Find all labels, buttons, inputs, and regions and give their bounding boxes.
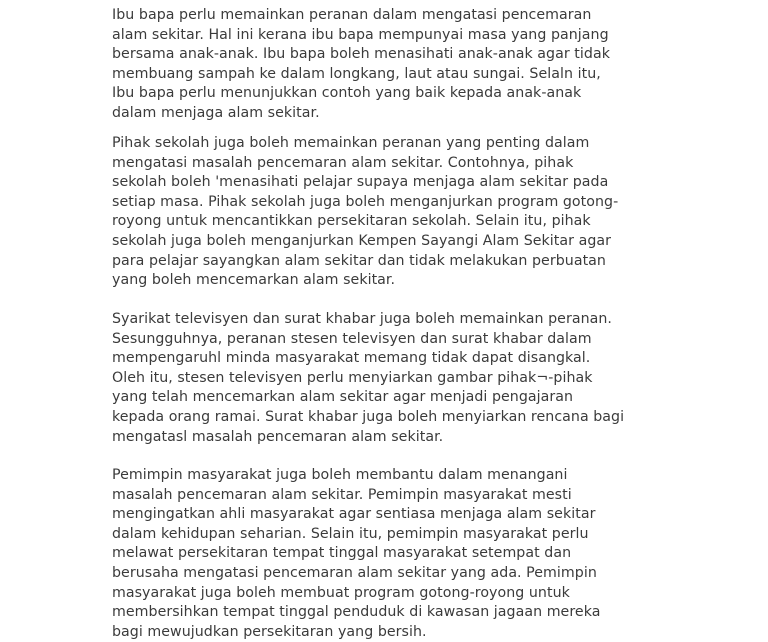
paragraph-pihak-sekolah: Pihak sekolah juga boleh memainkan peranan yang penting dalam mengatasi masalah pencemaran alam sekitar. Contohnya, pihak sekolah boleh 'menasihati pelajar supaya menjaga alam sekitar pada setiap masa. Pihak sekolah juga boleh menganjurkan program gotong- royong untuk mencantikkan persekitaran sekolah. Selain itu, pihak sekolah juga boleh menganjurkan Kempen Sayangi Alam Sekitar agar para pelajar sayangkan alam sekitar dan tidak melakukan perbuatan yang boleh mencemarkan alam sekitar. (112, 135, 619, 289)
paragraph-pemimpin-masyarakat: Pemimpin masyarakat juga boleh membantu dalam menangani masalah pencemaran alam sekitar. Pemimpin masyarakat mesti mengingatkan ahli masyarakat agar sentiasa menjaga alam sekitar dalam kehidupan seharian. Selain itu, pemimpin masyarakat perlu melawat persekitaran tempat tinggal masyarakat setempat dan berusaha mengatasi pencemaran alam sekitar yang ada. Pemimpin masyarakat juga boleh membuat program gotong-royong untuk membersihkan tempat tinggal penduduk di kawasan jagaan mereka bagi mewujudkan persekitaran yang bersih. (112, 467, 601, 640)
paragraph-syarikat-media: Syarikat televisyen dan surat khabar juga boleh memainkan peranan. Sesungguhnya, peranan stesen televisyen dan surat khabar dalam mempengaruhl minda masyarakat memang tidak dapat disangkal. Oleh itu, stesen televisyen perlu menyiarkan gambar pihak¬-pihak yang telah mencemarkan alam sekitar agar menjadi pengajaran kepada orang ramai. Surat khabar juga boleh menyiarkan rencana bagi mengatasl masalah pencemaran alam sekitar. (112, 311, 625, 445)
paragraph-ibu-bapa: Ibu bapa perlu memainkan peranan dalam mengatasi pencemaran alam sekitar. Hal ini kerana ibu bapa mempunyai masa yang panjang bersama anak-anak. Ibu bapa boleh menasihati anak-anak agar tidak membuang sampah ke dalam longkang, laut atau sungai. Selaln itu, Ibu bapa perlu menunjukkan contoh yang baik kepada anak-anak dalam menjaga alam sekitar. (112, 7, 610, 121)
